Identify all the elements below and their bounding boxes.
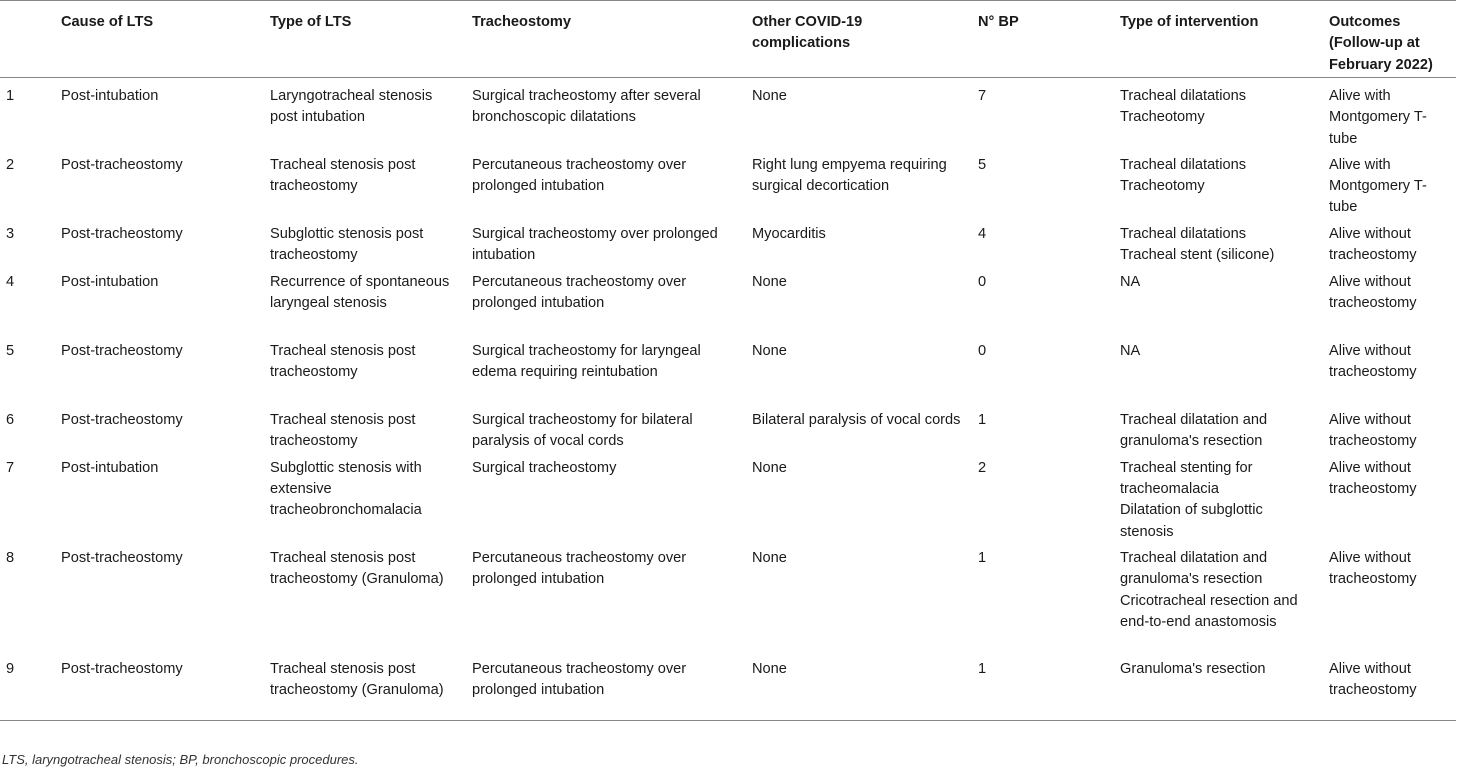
row-index: 7 xyxy=(6,459,15,476)
table-footnote: LTS, laryngotracheal stenosis; BP, bronchoscopic procedures. xyxy=(2,752,359,767)
type-cell: Subglottic stenosis post tracheostomy xyxy=(270,225,424,264)
bp-count-cell: 0 xyxy=(978,342,987,359)
intervention-line: Tracheal stenting for tracheomalacia xyxy=(1120,459,1253,498)
row-index: 3 xyxy=(6,225,15,242)
outcome-cell: Alive with Montgomery T-tube xyxy=(1329,156,1427,216)
intervention-line: Tracheotomy xyxy=(1120,109,1205,126)
bp-count-cell: 4 xyxy=(978,225,987,242)
intervention-line: Tracheal dilatation and granuloma's resection xyxy=(1120,411,1268,450)
complications-cell: None xyxy=(752,88,787,104)
outcome-cell: Alive with Montgomery T-tube xyxy=(1329,88,1427,147)
intervention-line: Tracheal dilatations xyxy=(1120,225,1247,242)
intervention-line: Tracheal dilatations xyxy=(1120,88,1247,104)
cause-cell: Post-intubation xyxy=(61,88,159,104)
header-complications: Other COVID-19 complications xyxy=(752,14,863,52)
tracheostomy-cell: Surgical tracheostomy xyxy=(472,459,617,476)
intervention-line: Granuloma's resection xyxy=(1120,661,1266,678)
complications-cell: None xyxy=(752,661,787,678)
row-index: 1 xyxy=(6,88,15,104)
table-row xyxy=(0,453,1456,543)
complications-cell: None xyxy=(752,273,787,290)
intervention-line: Tracheotomy xyxy=(1120,178,1205,195)
type-cell: Tracheal stenosis post tracheostomy (Granuloma) xyxy=(270,661,444,699)
complications-cell: None xyxy=(752,550,787,567)
tracheostomy-cell: Surgical tracheostomy over prolonged intubation xyxy=(472,225,718,264)
row-index: 6 xyxy=(6,411,15,428)
table-body xyxy=(0,78,1456,721)
bp-count-cell: 1 xyxy=(978,661,987,678)
table-row xyxy=(0,654,1456,720)
table-row xyxy=(0,150,1456,219)
intervention-line: Tracheal dilatations xyxy=(1120,156,1247,173)
type-cell: Laryngotracheal stenosis post intubation xyxy=(270,88,433,126)
intervention-line: Cricotracheal resection and end-to-end anastomosis xyxy=(1120,592,1298,630)
cause-cell: Post-tracheostomy xyxy=(61,156,183,173)
cause-cell: Post-intubation xyxy=(61,273,159,290)
bp-count-cell: 5 xyxy=(978,156,987,173)
complications-cell: None xyxy=(752,459,787,476)
type-cell: Recurrence of spontaneous laryngeal stenosis xyxy=(270,273,450,312)
complications-cell: Right lung empyema requiring surgical decortication xyxy=(752,156,947,195)
cause-cell: Post-tracheostomy xyxy=(61,411,183,428)
intervention-cell xyxy=(1114,453,1323,543)
outcome-cell: Alive without tracheostomy xyxy=(1329,550,1417,588)
header-cause: Cause of LTS xyxy=(61,14,154,30)
bp-count-cell: 1 xyxy=(978,411,987,428)
bp-count-cell: 7 xyxy=(978,88,987,104)
table-row xyxy=(0,267,1456,336)
intervention-cell xyxy=(1114,336,1323,405)
table-row xyxy=(0,405,1456,453)
bp-count-cell: 1 xyxy=(978,550,987,567)
type-cell: Tracheal stenosis post tracheostomy xyxy=(270,411,416,450)
header-type: Type of LTS xyxy=(270,14,352,30)
intervention-line: Tracheal stent (silicone) xyxy=(1120,247,1275,264)
cause-cell: Post-intubation xyxy=(61,459,159,476)
table-row xyxy=(0,336,1456,405)
intervention-cell xyxy=(1114,267,1323,336)
tracheostomy-cell: Percutaneous tracheostomy over prolonged intubation xyxy=(472,273,687,312)
intervention-cell xyxy=(1114,78,1323,150)
intervention-line: NA xyxy=(1120,342,1141,359)
complications-cell: Bilateral paralysis of vocal cords xyxy=(752,411,961,428)
header-outcome: Outcomes (Follow-up at February 2022) xyxy=(1329,14,1433,73)
row-index: 8 xyxy=(6,550,15,567)
bp-count-cell: 0 xyxy=(978,273,987,290)
type-cell: Tracheal stenosis post tracheostomy xyxy=(270,342,416,381)
tracheostomy-cell: Surgical tracheostomy for bilateral paralysis of vocal cords xyxy=(472,411,693,450)
intervention-cell xyxy=(1114,654,1323,720)
row-index: 5 xyxy=(6,342,15,359)
type-cell: Subglottic stenosis with extensive tracheobronchomalacia xyxy=(270,459,422,519)
tracheostomy-cell: Percutaneous tracheostomy over prolonged intubation xyxy=(472,661,687,699)
outcome-cell: Alive without tracheostomy xyxy=(1329,661,1417,699)
type-cell: Tracheal stenosis post tracheostomy (Granuloma) xyxy=(270,550,444,588)
row-index: 9 xyxy=(6,661,15,678)
outcome-cell: Alive without tracheostomy xyxy=(1329,411,1417,450)
outcome-cell: Alive without tracheostomy xyxy=(1329,225,1417,264)
tracheostomy-cell: Surgical tracheostomy after several bronchoscopic dilatations xyxy=(472,88,701,126)
header-bp: N° BP xyxy=(978,14,1019,30)
cause-cell: Post-tracheostomy xyxy=(61,225,183,242)
intervention-line: Dilatation of subglottic stenosis xyxy=(1120,502,1263,540)
cause-cell: Post-tracheostomy xyxy=(61,661,183,678)
intervention-cell xyxy=(1114,543,1323,654)
complications-cell: Myocarditis xyxy=(752,225,826,242)
intervention-cell xyxy=(1114,405,1323,453)
intervention-cell xyxy=(1114,150,1323,219)
header-intervention: Type of intervention xyxy=(1120,14,1259,30)
table-row xyxy=(0,543,1456,654)
header-index xyxy=(0,1,55,78)
complications-cell: None xyxy=(752,342,787,359)
bp-count-cell: 2 xyxy=(978,459,987,476)
row-index: 4 xyxy=(6,273,15,290)
tracheostomy-cell: Percutaneous tracheostomy over prolonged intubation xyxy=(472,156,687,195)
outcome-cell: Alive without tracheostomy xyxy=(1329,273,1417,312)
row-index: 2 xyxy=(6,156,15,173)
cause-cell: Post-tracheostomy xyxy=(61,342,183,359)
cause-cell: Post-tracheostomy xyxy=(61,550,183,567)
outcome-cell: Alive without tracheostomy xyxy=(1329,342,1417,381)
intervention-line: NA xyxy=(1120,273,1141,290)
table-row xyxy=(0,78,1456,150)
tracheostomy-cell: Percutaneous tracheostomy over prolonged intubation xyxy=(472,550,687,588)
intervention-line: Tracheal dilatation and granuloma's resection xyxy=(1120,550,1268,588)
intervention-cell xyxy=(1114,219,1323,267)
type-cell: Tracheal stenosis post tracheostomy xyxy=(270,156,416,195)
tracheostomy-cell: Surgical tracheostomy for laryngeal edema requiring reintubation xyxy=(472,342,701,381)
outcome-cell: Alive without tracheostomy xyxy=(1329,459,1417,498)
table-header-row xyxy=(0,1,1456,78)
header-tracheostomy: Tracheostomy xyxy=(472,14,571,30)
table-row xyxy=(0,219,1456,267)
